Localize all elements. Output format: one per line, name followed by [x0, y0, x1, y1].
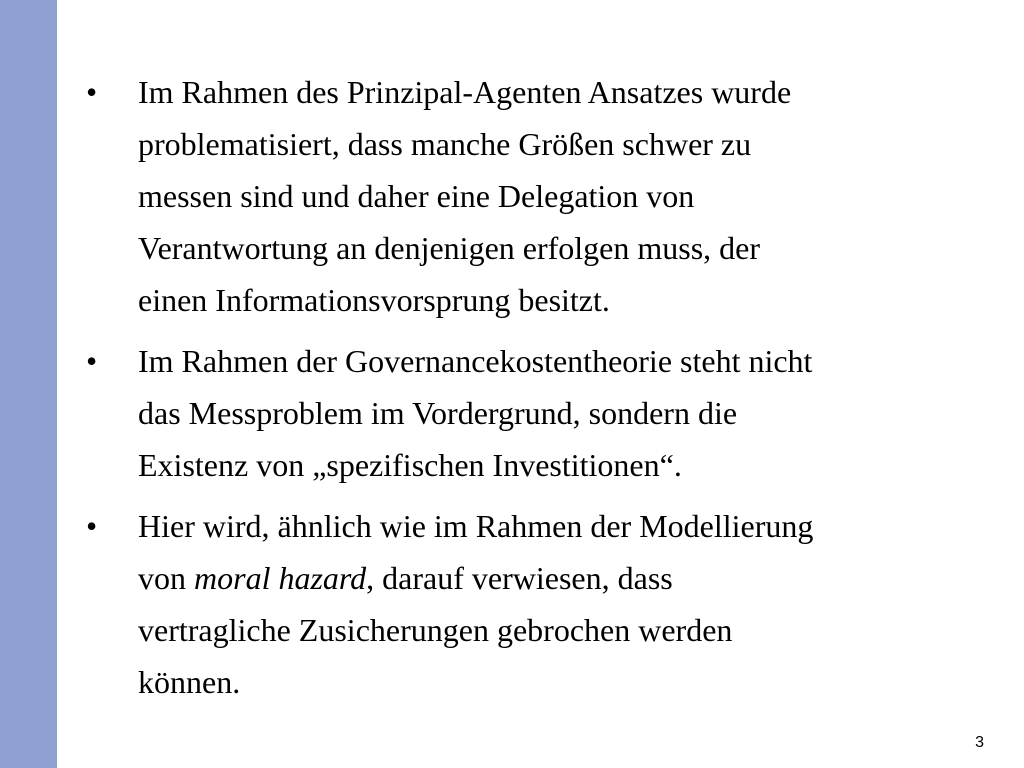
sidebar-accent-bar — [0, 0, 57, 768]
bullet-1-line-2: problematisiert, dass manche Größen schwer zu — [138, 126, 752, 162]
bullet-item-2 — [76, 335, 996, 491]
bullet-icon: • — [86, 74, 98, 110]
bullet-3-line-2 — [138, 552, 996, 604]
bullet-1-line-1: Im Rahmen des Prinzipal-Agenten Ansatzes wurde — [138, 74, 792, 110]
bullet-2-line-2: das Messproblem im Vordergrund, sondern die — [138, 395, 738, 431]
bullet-1-line-4: Verantwortung an denjenigen erfolgen muss, der — [138, 230, 761, 266]
bullet-3-line-4: können. — [138, 664, 241, 700]
bullet-item-3 — [76, 500, 996, 708]
bullet-icon: • — [86, 508, 98, 544]
bullet-3-line-1: Hier wird, ähnlich wie im Rahmen der Modellierung — [138, 508, 814, 544]
bullet-icon: • — [86, 343, 98, 379]
bullet-3-emphasis-term: moral hazard — [194, 560, 367, 596]
bullet-1-line-3: messen sind und daher eine Delegation von — [138, 178, 695, 214]
bullet-list — [76, 66, 996, 717]
bullet-item-1 — [76, 66, 996, 326]
bullet-2-line-3: Existenz von „spezifischen Investitionen“. — [138, 447, 682, 483]
bullet-2-line-1: Im Rahmen der Governancekostentheorie steht nicht — [138, 343, 813, 379]
page-number: 3 — [975, 734, 984, 751]
bullet-3-line-3: vertragliche Zusicherungen gebrochen werden — [138, 612, 733, 648]
bullet-1-line-5: einen Informationsvorsprung besitzt. — [138, 282, 610, 318]
bullet-3-line-2-suffix: , darauf verwiesen, dass — [366, 560, 673, 596]
bullet-3-line-2-prefix: von — [138, 560, 194, 596]
